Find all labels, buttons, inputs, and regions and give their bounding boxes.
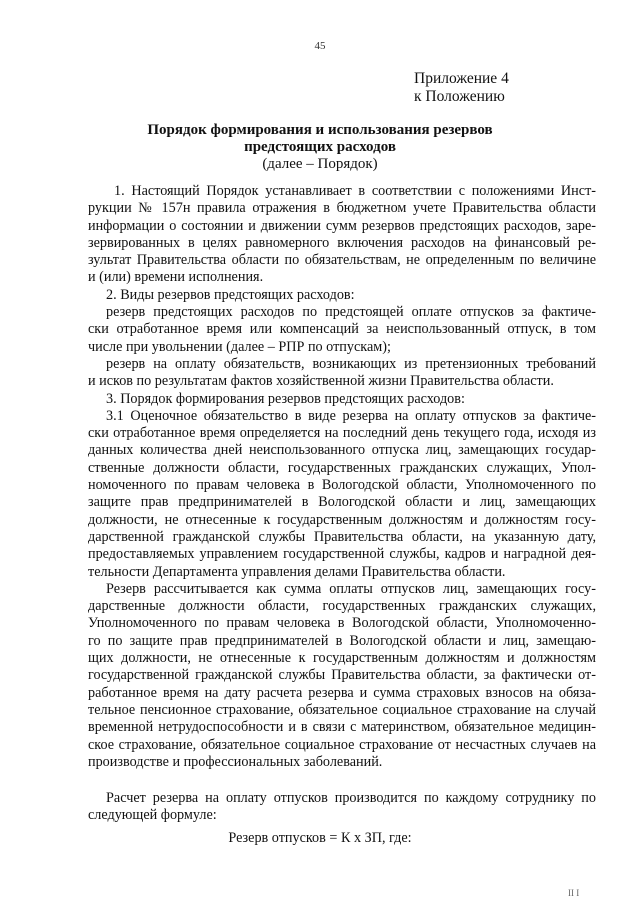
text-line: Уполномоченного по правам человека в Вологодской области, Уполномоченно- — [88, 615, 596, 632]
text-line: номоченного по правам человека в Вологодской области, Уполномоченного по — [88, 477, 596, 494]
text-line: и (или) времени исполнения. — [88, 269, 264, 286]
document-title-line2: предстоящих расходов — [244, 139, 396, 155]
text-line: информации о состоянии и движении сумм резервов предстоящих расходов, заре- — [88, 217, 596, 234]
text-line: работанное время на дату расчета резерва и сумма страховых взносов на обяза- — [88, 684, 596, 701]
text-line: должности, не отнесенные к государственным должностям и должностям госу- — [88, 511, 596, 528]
text-line: 1. Настоящий Порядок устанавливает в соответствии с положениями Инст- — [114, 183, 596, 199]
text-line: и исков по результатам фактов хозяйственной жизни Правительства области. — [88, 373, 554, 390]
text-line: тельности Департамента управления делами Правительства области. — [88, 563, 506, 580]
text-line: 2. Виды резервов предстоящих расходов: — [106, 286, 355, 303]
text-line: ское страхование, обязательное социальное страхование от несчастных случаев на — [88, 736, 596, 753]
appendix-label: Приложение 4 — [414, 70, 509, 87]
corner-mark: II I — [568, 888, 580, 898]
page-number: 45 — [314, 40, 326, 52]
document-title: Порядок формирования и использования резервов — [147, 122, 493, 138]
text-line: Расчет резерва на оплату отпусков производится по каждому сотруднику по — [106, 790, 596, 807]
appendix-reference: к Положению — [414, 88, 505, 105]
document-body — [88, 183, 596, 825]
text-line: ски отработанное время или компенсаций за неиспользованный отпуск, в том — [88, 321, 596, 338]
text-line: тельное пенсионное страхование, обязательное социальное страхование на случай — [88, 701, 596, 718]
text-line: Резерв рассчитывается как сумма оплаты отпусков лиц, замещающих госу- — [106, 580, 596, 597]
text-line: временной нетрудоспособности и в связи с материнством, обязательное медицин- — [88, 719, 596, 736]
text-line: го по защите прав предпринимателей в Вологодской области и лиц, замещаю- — [88, 632, 596, 649]
text-line: щих должности, не отнесенные к государственным должностям и должностям — [88, 650, 596, 667]
text-line: резерв предстоящих расходов по предстоящей оплате отпусков за фактиче- — [106, 304, 596, 321]
text-line: 3.1 Оценочное обязательство в виде резерва на оплату отпусков за фактиче- — [106, 407, 596, 424]
formula: Резерв отпусков = К х ЗП, где: — [228, 830, 412, 846]
text-line: предоставляемых управлением государственной службы, кадров и наградной дея- — [88, 546, 596, 563]
text-line: следующей формуле: — [88, 807, 217, 824]
text-line: ственные должности области, государственных гражданских служащих, Упол- — [88, 459, 596, 476]
text-line: 3. Порядок формирования резервов предстоящих расходов: — [106, 390, 465, 407]
text-line: ски отработанное время определяется на последний день текущего года, исходя из — [88, 425, 596, 442]
text-line: дарственные должности области, государственных гражданских служащих, — [88, 598, 596, 615]
text-line: государственной гражданской службы Правительства области, за фактически от- — [88, 667, 596, 684]
text-line: производстве и профессиональных заболеваний. — [88, 753, 383, 770]
document-subtitle: (далее – Порядок) — [262, 156, 378, 172]
text-line: зультат Правительства области по обязательствам, не определенным по величине — [88, 252, 596, 269]
text-line: защите прав предпринимателей в Вологодской области и лиц, замещающих — [88, 494, 596, 511]
text-line: числе при увольнении (далее – РПР по отпускам); — [88, 338, 391, 355]
text-line: данных количества дней неиспользованного отпуска лиц, замещающих государ- — [88, 442, 596, 459]
text-line: зервированных в целях равномерного включения расходов на финансовый ре- — [88, 234, 596, 251]
text-line: резерв на оплату обязательств, возникающих из претензионных требований — [106, 355, 596, 372]
text-line: дарственной гражданской службы Правительства области, на указанную дату, — [88, 528, 596, 545]
text-line: рукции № 157н правила отражения в бюджетном учете Правительства области — [88, 200, 596, 217]
